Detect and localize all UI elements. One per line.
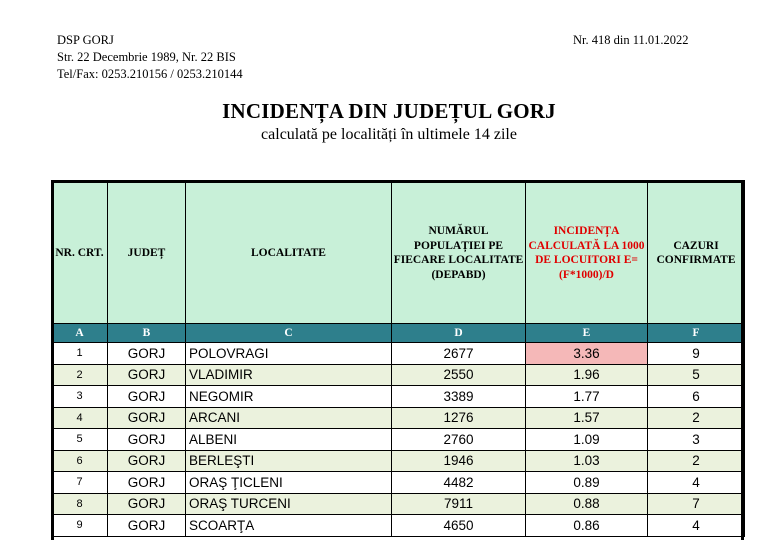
table-row (52, 429, 745, 451)
row-nr: 5 (52, 429, 108, 451)
column-letter: B (108, 324, 186, 343)
row-incidenta: 1.03 (526, 450, 648, 472)
row-localitate: BERLEŞTI (186, 450, 392, 472)
row-nr: 4 (52, 407, 108, 429)
table-header-row (52, 182, 745, 324)
sender-block (57, 32, 243, 83)
row-populatie: 2550 (392, 364, 526, 386)
row-cazuri: 6 (648, 386, 745, 408)
table-row (52, 343, 745, 365)
row-populatie: 7911 (392, 493, 526, 515)
sender-address: Str. 22 Decembrie 1989, Nr. 22 BIS (57, 50, 236, 64)
incidence-table (51, 180, 745, 537)
row-localitate: ARCANI (186, 407, 392, 429)
row-judet: GORJ (108, 343, 186, 365)
row-localitate: SCOARŢA (186, 515, 392, 537)
row-populatie: 1946 (392, 450, 526, 472)
row-judet: GORJ (108, 450, 186, 472)
document-subtitle: calculată pe localități în ultimele 14 zile (261, 126, 517, 143)
header-cazuri: CAZURI CONFIRMATE (648, 182, 745, 324)
table-row (52, 450, 745, 472)
column-letter: C (186, 324, 392, 343)
row-nr: 1 (52, 343, 108, 365)
table-row (52, 407, 745, 429)
row-incidenta: 1.09 (526, 429, 648, 451)
row-cazuri: 7 (648, 493, 745, 515)
row-incidenta: 1.57 (526, 407, 648, 429)
row-judet: GORJ (108, 364, 186, 386)
row-nr: 6 (52, 450, 108, 472)
row-incidenta: 0.86 (526, 515, 648, 537)
table-row (52, 386, 745, 408)
row-incidenta: 1.96 (526, 364, 648, 386)
row-cazuri: 3 (648, 429, 745, 451)
row-cazuri: 4 (648, 515, 745, 537)
row-nr: 3 (52, 386, 108, 408)
row-populatie: 2677 (392, 343, 526, 365)
table-row (52, 515, 745, 537)
row-judet: GORJ (108, 493, 186, 515)
row-nr: 2 (52, 364, 108, 386)
header-nr-crt: NR. CRT. (52, 182, 108, 324)
header-populatie: NUMĂRUL POPULAȚIEI PE FIECARE LOCALITATE (DEPABD) (392, 182, 526, 324)
row-populatie: 3389 (392, 386, 526, 408)
row-localitate: ALBENI (186, 429, 392, 451)
column-letter: F (648, 324, 745, 343)
row-nr: 9 (52, 515, 108, 537)
row-cazuri: 2 (648, 407, 745, 429)
row-localitate: VLADIMIR (186, 364, 392, 386)
row-judet: GORJ (108, 386, 186, 408)
row-cazuri: 9 (648, 343, 745, 365)
row-populatie: 4482 (392, 472, 526, 494)
row-localitate: ORAŞ TURCENI (186, 493, 392, 515)
row-localitate: NEGOMIR (186, 386, 392, 408)
row-incidenta: 0.89 (526, 472, 648, 494)
row-localitate: ORAŞ ŢICLENI (186, 472, 392, 494)
sender-telfax: Tel/Fax: 0253.210156 / 0253.210144 (57, 67, 243, 81)
row-nr: 8 (52, 493, 108, 515)
row-judet: GORJ (108, 429, 186, 451)
row-judet: GORJ (108, 407, 186, 429)
row-incidenta: 1.77 (526, 386, 648, 408)
row-cazuri: 2 (648, 450, 745, 472)
row-populatie: 4650 (392, 515, 526, 537)
row-populatie: 1276 (392, 407, 526, 429)
column-letter-row (52, 324, 745, 343)
table-row (52, 472, 745, 494)
row-judet: GORJ (108, 472, 186, 494)
document-reference: Nr. 418 din 11.01.2022 (573, 33, 689, 47)
column-letter: E (526, 324, 648, 343)
row-nr: 7 (52, 472, 108, 494)
header-localitate: LOCALITATE (186, 182, 392, 324)
row-localitate: POLOVRAGI (186, 343, 392, 365)
row-incidenta: 3.36 (526, 343, 648, 365)
row-populatie: 2760 (392, 429, 526, 451)
row-cazuri: 5 (648, 364, 745, 386)
column-letter: A (52, 324, 108, 343)
header-judet: JUDEȚ (108, 182, 186, 324)
row-cazuri: 4 (648, 472, 745, 494)
table-row (52, 364, 745, 386)
row-judet: GORJ (108, 515, 186, 537)
sender-org: DSP GORJ (57, 33, 114, 47)
row-incidenta: 0.88 (526, 493, 648, 515)
column-letter: D (392, 324, 526, 343)
header-incidenta: INCIDENȚA CALCULATĂ LA 1000 DE LOCUITORI E=(F*1000)/D (526, 182, 648, 324)
document-title: INCIDENȚA DIN JUDEȚUL GORJ (222, 99, 556, 123)
table-row (52, 493, 745, 515)
